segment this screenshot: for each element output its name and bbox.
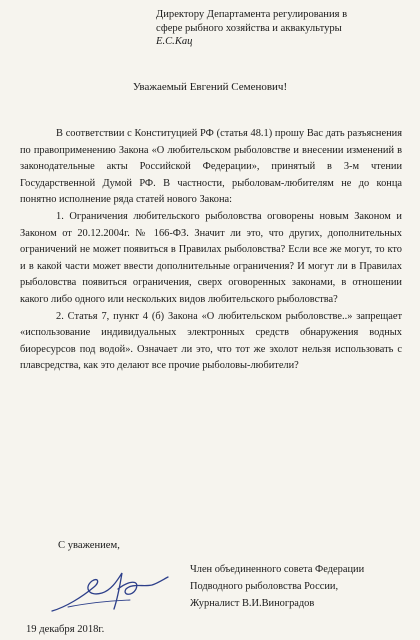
addressee-line-1: Директору Департамента регулирования в — [156, 9, 348, 20]
paragraph-question-2: 2. Статья 7, пункт 4 (б) Закона «О любительском рыболовстве..» запрещает «использование индивидуальных электронных средств обнаружения водных биоресурсов под водой». Означает ли это, что тот же эхолот нельзя использовать с плавсредства, как это делают все прочие рыболовы-любители? — [20, 310, 402, 372]
signatory-line-3: Журналист В.И.Виноградов — [190, 598, 315, 610]
handwritten-signature-icon — [48, 567, 173, 619]
signatory-line-1: Член объединенного совета Федерации — [190, 564, 365, 575]
salutation: Уважаемый Евгений Семенович! — [132, 81, 288, 93]
addressee-name: Е.С.Кац — [156, 36, 193, 47]
letter-date: 19 декабря 2018г. — [26, 624, 105, 635]
signatory-line-2: Подводного рыболовства России, — [190, 581, 339, 593]
signatory-block — [190, 561, 415, 613]
paragraph-intro: В соответствии с Конституцией РФ (статья 48.1) прошу Вас дать разъяснения по правоприменению Закона «О любительском рыболовстве и внесении изменений в законодательные акты Российской Федерации», принятый в 3-м чтении Государственной Думой РФ. В частности, рыболовам-любителям не до конца понятно исполнение ряда статей нового Закона: — [20, 128, 402, 206]
closing-phrase: С уважением, — [58, 540, 120, 551]
addressee-line-2: сфере рыбного хозяйства и аквакультуры — [156, 22, 342, 34]
letter-body — [20, 126, 402, 375]
paragraph-question-1: 1. Ограничения любительского рыболовства оговорены новым Законом и Законом от 20.12.2004г. № 166-ФЗ. Значит ли это, что других, дополнительных ограничений не может появиться в Правилах рыболовства? Если все же могут, то кто и в какой части может ввести дополнительные ограничения? И могут ли в Правилах рыболовства появиться ограничения, сверх оговоренных законами, в отношении какого либо одного или нескольких видов любительского рыболовства? — [20, 210, 402, 305]
addressee-block — [156, 8, 414, 49]
